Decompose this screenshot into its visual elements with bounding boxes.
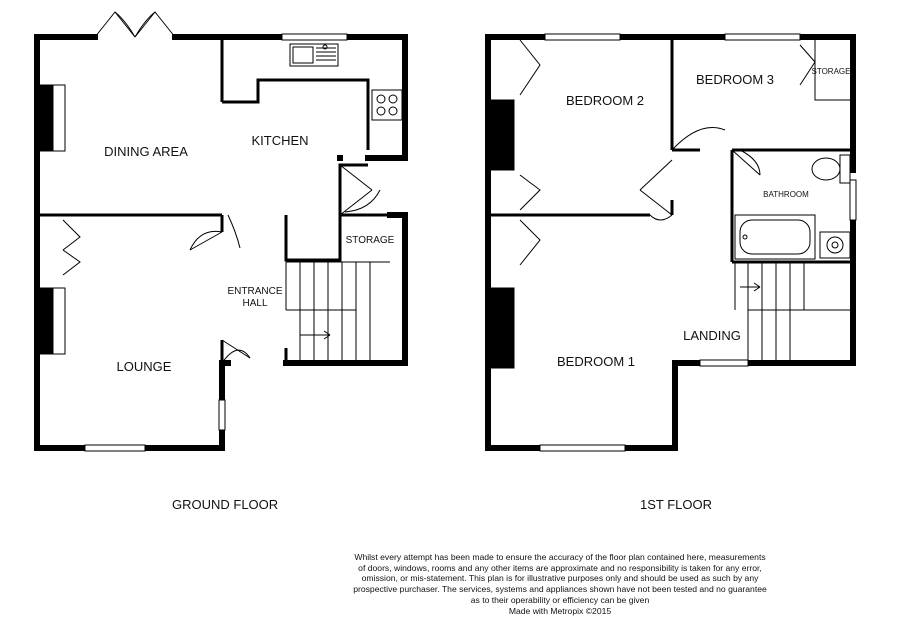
storage-label-ground: STORAGE <box>345 235 395 246</box>
dining-area-label: DINING AREA <box>104 144 188 159</box>
bedroom-3-label: BEDROOM 3 <box>695 72 775 87</box>
disclaimer-line: of doors, windows, rooms and any other items are approximate and no responsibility is taken for any error, <box>358 562 762 573</box>
landing-label: LANDING <box>683 328 741 343</box>
disclaimer-line: prospective purchaser. The services, systems and appliances shown have not been tested and no guarantee <box>353 584 767 595</box>
disclaimer-line: Whilst every attempt has been made to ensure the accuracy of the floor plan contained here, measurements <box>354 552 766 562</box>
storage-label-first: STORAGE <box>811 67 851 76</box>
first-floor-caption: 1ST FLOOR <box>640 497 713 512</box>
disclaimer-text <box>320 552 800 616</box>
ground-floor-caption: GROUND FLOOR <box>172 497 279 512</box>
lounge-label: LOUNGE <box>116 359 172 374</box>
disclaimer-credit: Made with Metropix ©2015 <box>508 605 612 616</box>
ground-floor-plan <box>37 12 405 451</box>
kitchen-label: KITCHEN <box>251 133 309 148</box>
entrance-hall-label-line1: ENTRANCE <box>227 286 283 297</box>
first-floor-plan <box>488 34 856 451</box>
disclaimer-line: as to their operability or efficiency can be given <box>470 594 650 605</box>
disclaimer-line: omission, or mis-statement. This plan is for illustrative purposes only and should be used as such by any <box>361 573 759 584</box>
bathroom-label: BATHROOM <box>763 190 809 199</box>
bedroom-1-label: BEDROOM 1 <box>556 354 636 369</box>
entrance-hall-label-line2: HALL <box>242 298 268 309</box>
bedroom-2-label: BEDROOM 2 <box>565 93 645 108</box>
